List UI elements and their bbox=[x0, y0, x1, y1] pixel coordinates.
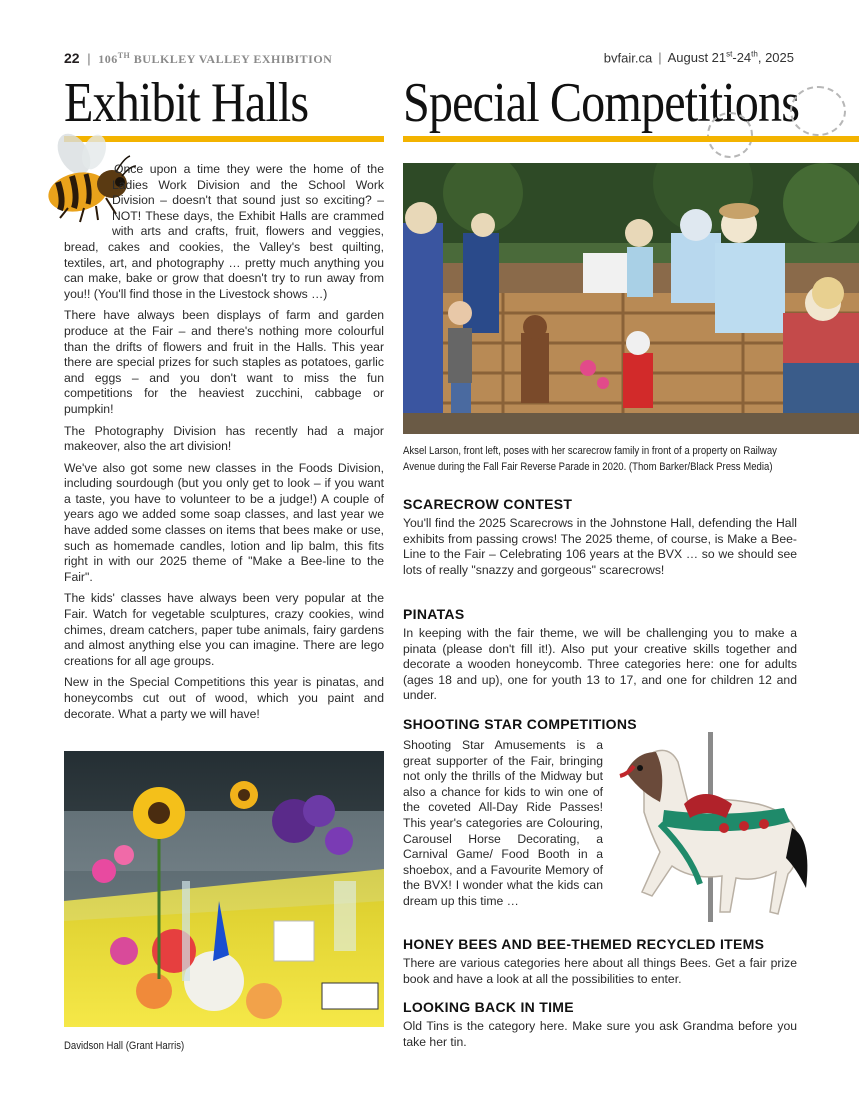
section-heading: LOOKING BACK IN TIME bbox=[403, 999, 574, 1015]
website: bvfair.ca bbox=[603, 50, 653, 66]
decorative-dashed-circles bbox=[707, 112, 753, 158]
scarecrow-caption-line-2: Avenue during the Fall Fair Reverse Parade in 2020. (Thom Barker/Black Press Media) bbox=[403, 461, 773, 473]
davidson-hall-caption: Davidson Hall (Grant Harris) bbox=[64, 1040, 185, 1052]
pinatas-section bbox=[403, 606, 797, 704]
exhibition-name: 106TH BULKLEY VALLEY EXHIBITION bbox=[98, 51, 333, 66]
bee-wrap-spacer bbox=[64, 162, 112, 226]
exhibit-halls-body bbox=[64, 162, 384, 722]
decorative-dashed-circle-2 bbox=[790, 86, 846, 136]
exhibit-halls-paragraph: New in the Special Competitions this year is pinatas, and honeycombs cut out of wood, which you paint and decorate. What a party we will have! bbox=[64, 675, 384, 721]
event-dates: August 21st-24th, 2025 bbox=[667, 50, 794, 66]
page-title-special-competitions: Special Competitions bbox=[403, 72, 800, 134]
section-heading: SCARECROW CONTEST bbox=[403, 496, 573, 512]
section-text: In keeping with the fair theme, we will be challenging you to make a pinata (please don't fill it!). Also put your creative skills together and decorate a wooden honeycomb. Three categories here: one for adults (ages 18 and up), one for youth 13 to 17, and one for children 12 and under. bbox=[403, 626, 797, 703]
exhibit-halls-paragraph: The kids' classes have always been very popular at the Fair. Watch for vegetable sculptures, crazy cookies, wind chimes, dream catchers, paper tube animals, fairy gardens and almost anything else you can imagine. There are lego creations for all age groups. bbox=[64, 591, 384, 668]
scarecrow-photo bbox=[403, 163, 859, 434]
shooting-star-heading-wrap bbox=[403, 716, 643, 732]
exhibit-halls-paragraph: Once upon a time they were the home of the Ladies Work Division and the School Work Division – doesn't that sound just so exciting? – NOT! These days, the Exhibit Halls are crammed with arts and crafts, fruit, flowers and veggies, bread, cakes and cookies, the Valley's best quilting, textiles, art, and photography … pretty much anything you can make, bake or grow that doesn't try to run away from you!! (You'll find those in the Livestock shows …) bbox=[64, 162, 384, 301]
section-heading: HONEY BEES AND BEE-THEMED RECYCLED ITEMS bbox=[403, 936, 765, 952]
page-number: 22 bbox=[64, 50, 80, 66]
shooting-star-section bbox=[403, 738, 603, 910]
section-text: Old Tins is the category here. Make sure you ask Grandma before you take her tin. bbox=[403, 1019, 797, 1049]
scarecrow-contest-section bbox=[403, 496, 797, 578]
looking-back-section bbox=[403, 999, 797, 1050]
section-text: You'll find the 2025 Scarecrows in the Johnstone Hall, defending the Hall exhibits from passing crows! The 2025 theme, of course, is Make a Bee-Line to the Fair – Celebrating 106 years at the BVX … so we should see lots of really "snazzy and gorgeous" scarecrows! bbox=[403, 516, 797, 577]
exhibit-halls-paragraph: We've also got some new classes in the Foods Division, including sourdough (but you only get to look – if you want a taste, you have to volunteer to be a judge!) A couple of years ago we added some soap classes, and last year we have added some classes on items that bees make or use, such as homemade candles, lotion and lip balm, this fits right in with our 2025 theme of "Make a Bee-line to the Fair". bbox=[64, 460, 384, 584]
page-title-exhibit-halls: Exhibit Halls bbox=[64, 72, 309, 134]
davidson-hall-photo bbox=[64, 751, 384, 1027]
section-heading: SHOOTING STAR COMPETITIONS bbox=[403, 716, 637, 732]
title-underline-right bbox=[403, 136, 859, 142]
exhibit-halls-paragraph: The Photography Division has recently had a major makeover, also the art division! bbox=[64, 423, 384, 454]
scarecrow-caption-line-1: Aksel Larson, front left, poses with her scarecrow family in front of a property on Railway bbox=[403, 445, 777, 457]
exhibit-halls-paragraph: There have always been displays of farm and garden produce at the Fair – and there's nothing more colourful than the drifts of flowers and fruit in the Halls. This year there are special prizes for such staples as potatoes, garlic and eggs – and you don't want to miss the fun competitions for the heaviest zucchini, cabbage or pumpkin! bbox=[64, 308, 384, 416]
running-header-left bbox=[64, 50, 332, 67]
section-text: There are various categories here about all things Bees. Get a fair prize book and have a look at all the possibilities to enter. bbox=[403, 956, 797, 986]
honey-bees-section bbox=[403, 936, 797, 987]
header-separator: | bbox=[87, 51, 91, 66]
section-heading: PINATAS bbox=[403, 606, 465, 622]
carousel-horse-illustration bbox=[604, 732, 824, 922]
running-header-right: bvfair.ca | August 21st-24th, 2025 bbox=[603, 50, 794, 66]
section-text: Shooting Star Amusements is a great supporter of the Fair, bringing not only the thrills of the Midway but also a chance for kids to win one of the coveted All-Day Ride Passes! This year's categories are Colouring, Carousel Horse Decorating, a Carnival Game/ Food Booth in a shoebox, and a Favourite Memory of the BVX! I wonder what the kids can dream up this time … bbox=[403, 738, 603, 908]
